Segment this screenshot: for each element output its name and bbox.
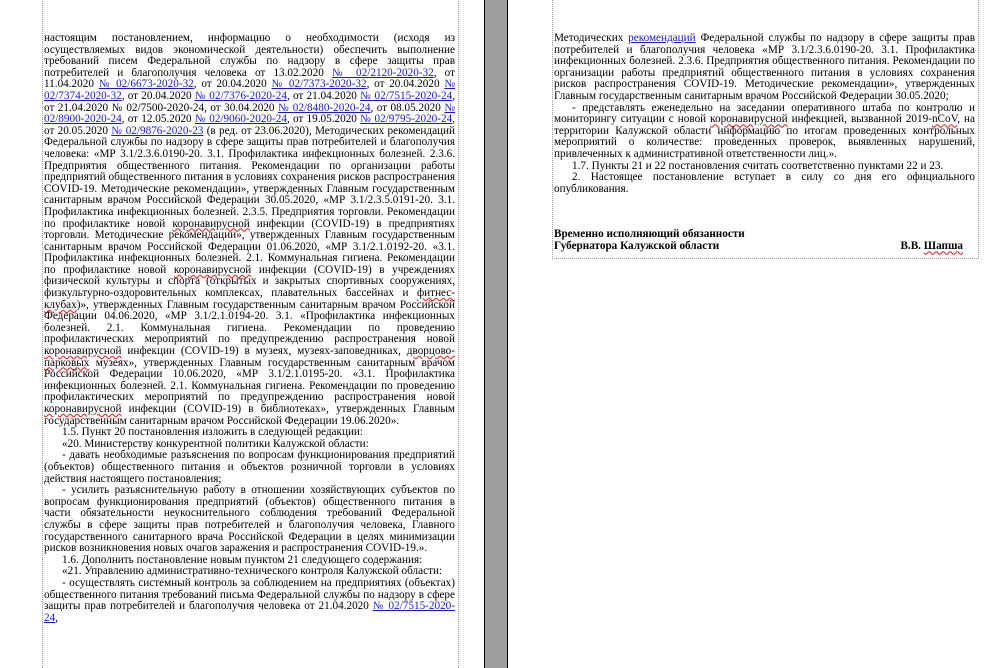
document-link[interactable]: № 02/8480-2020-24 [277,101,371,114]
page-body [554,33,975,195]
page-edge [484,0,485,668]
document-link[interactable]: № 02/9795-2020-24 [360,113,453,126]
spellcheck-word[interactable]: коронавирусной [172,217,250,230]
page-body [44,33,455,624]
paragraph: Методических рекомендаций Федеральной службы по надзору в сфере защиты прав потребителей и благополучия человека «МР 3.1/2.3.6.0190-20. 3.1. Профилактика инфекционных болезней. 2.3.6. Предприятия общественного питания. Рекомендации по организации работы предприятий общественного питания в условиях сохранения рисков распространения COVID-19. Методические рекомендации», утвержденных Главным государственным санитарным врачом Российской Федерации 30.05.2020; [554,32,975,102]
paragraph: «20. Министерству конкурентной политики Калужской области: [62,437,369,450]
document-page-right [508,0,1000,668]
document-link[interactable]: № 02/9060-2020-24 [194,113,287,126]
signature-row [554,240,963,252]
spellcheck-word[interactable]: дворцово-парковых [44,345,455,369]
document-link[interactable]: № 02/9876-2020-23 [111,124,204,137]
signature-name: В.В. Шапша [900,240,963,253]
paragraph: - давать необходимые разъяснения по вопросам функционирования предприятий (объектов) общественного питания и объектов розничной торговли в условиях действия настоящего постановления; [44,449,455,485]
paragraph: 1.7. Пункты 21 и 22 постановления считать соответственно пунктами 22 и 23. [572,159,944,172]
document-link[interactable]: № 02/7376-2020-24 [194,89,287,102]
document-link[interactable]: № 02/2120-2020-32 [331,66,434,79]
page-gap [484,0,508,668]
spellcheck-word[interactable]: коронавирусной [173,263,252,276]
spellcheck-word[interactable]: Шапша [923,240,963,253]
document-link[interactable]: рекомендаций [628,32,696,44]
document-link[interactable]: № 02/7515-2020-24 [44,600,455,624]
paragraph: - осуществлять системный контроль за соблюдением на предприятиях (объектах) общественного питания требований письма Федеральной службы по надзору в сфере защиты прав потребителей и благополучия человека от 21.04.2020 № 02/7515-2020-24, [44,576,455,624]
paragraph: «21. Управлению административно-технического контроля Калужской области: [62,565,443,578]
document-link[interactable]: № 02/7374-2020-32 [44,78,455,102]
spellcheck-word[interactable]: коронавирусной [710,113,788,126]
document-page-left [0,0,484,668]
spellcheck-word[interactable]: коронавирусной [44,403,122,415]
spellcheck-word[interactable]: фитнес-клубах [44,287,455,311]
paragraph: 1.5. Пункт 20 постановления изложить в следующей редакции: [62,426,364,439]
spellcheck-word[interactable]: коронавирусной [44,345,122,358]
paragraph: настоящим постановлением, информацию о необходимости (исходя из осуществляемых видов экономической деятельности) обеспечить выполнение требований писем Федеральной службы по надзору в сфере защиты прав потребителей и благополучия человека от 13.02.2020 № 02/2120-2020-32, от 11.04.2020 № 02/6673-2020-32, от 20.04.2020 № 02/7373-2020-32, от 20.04.2020 № 02/7374-2020-32, от 20.04.2020 № 02/7376-2020-24, от 21.04.2020 № 02/7515-2020-24, от 21.04.2020 № 02/7500-2020-24, от 30.04.2020 № 02/8480-2020-24, от 08.05.2020 № 02/8900-2020-24, от 12.05.2020 № 02/9060-2020-24, от 19.05.2020 № 02/9795-2020-24, от 20.05.2020 № 02/9876-2020-23 (в ред. от 23.06.2020), Методических рекомендаций Федеральной службы по надзору в сфере защиты прав потребителей и благополучия человека: «МР 3.1/2.3.6.0190-20. 3.1. Профилактика инфекционных болезней. 2.3.6. Предприятия общественного питания. Рекомендации по организации работы предприятий общественного питания в условиях сохранения рисков распространения COVID-19. Методические рекомендации», утвержденных Главным государственным санитарным врачом Российской Федерации 30.05.2020, «МР 3.1/2.3.5.0191-20. 3.1. Профилактика инфекционных болезней. 2.3.5. Предприятия торговли. Рекомендации по профилактике новой коронавирусной инфекции (COVID-19) в предприятиях торговли. Методические рекомендации», утвержденных Главным государственным санитарным врачом Российской Федерации 01.06.2020, «МР 3.1/2.1.0192-20. «3.1. Профилактика инфекционных болезней. 2.1. Коммунальная гигиена. Рекомендации по профилактике новой коронавирусной инфекции (COVID-19) в учреждениях физической культуры и спорта (открытых и закрытых спортивных сооружениях, физкультурно-оздоровительных комплексах, плавательных бассейнах и фитнес-клубах)», утвержденных Главным государственным санитарным врачом Российской Федерации 04.06.2020, «МР 3.1/2.1.0194-20. 3.1. «Профилактика инфекционных болезней. 2.1. Коммунальная гигиена. Рекомендации по проведению профилактических мероприятий по предупреждению распространения новой коронавирусной инфекции (COVID-19) в музеях, музеях-заповедниках, дворцово-парковых музеях», утвержденных Главным государственным санитарным врачом Российской Федерации 10.06.2020, «МР 3.1/2.1.0195-20. «3.1. Профилактика инфекционных болезней. 2.1. Коммунальная гигиена. Рекомендации по проведению профилактических мероприятий по предупреждению распространения новой коронавирусной инфекции (COVID-19) в библиотеках», утвержденных Главным государственным санитарным врачом Российской Федерации 19.06.2020». [44,32,456,427]
signature-title: Временно исполняющий обязанности [554,228,745,240]
signature-block [554,228,963,252]
document-link[interactable]: № 02/7515-2020-24 [360,89,453,102]
paragraph: 2. Настоящее постановление вступает в силу со дня его официального опубликования. [554,171,975,195]
paragraph: - усилить разъяснительную работу в отношении хозяйствующих субъектов по вопросам функционирования предприятий (объектов) общественного питания в части обязательности неукоснительного соблюдения требований Федеральной службы в сфере защиты прав потребителей и благополучия человека, Главного государственного санитарного врача Российской Федерации в целях минимизации рисков возникновения новых очагов заражения и распространения COVID-19.». [44,484,455,555]
signature-position: Губернатора Калужской области [554,240,720,253]
paragraph: - представлять еженедельно на заседании оперативного штаба по контролю и мониторингу ситуации с новой коронавирусной инфекцией, вызванной 2019-nCoV, на территории Калужской области информацию по итогам проведенных контрольных мероприятий о количестве: проведенных проверок, выявленных нарушений, привлеченных к административной ответственности лиц.». [554,101,976,160]
document-link[interactable]: № 02/6673-2020-32 [98,78,194,91]
spellcheck-word[interactable]: nCoV [931,113,958,126]
paragraph: 1.6. Дополнить постановление новым пунктом 21 следующего содержания: [62,553,423,566]
document-link[interactable]: № 02/8900-2020-24 [44,101,456,126]
document-link[interactable]: № 02/7373-2020-32 [271,78,367,91]
